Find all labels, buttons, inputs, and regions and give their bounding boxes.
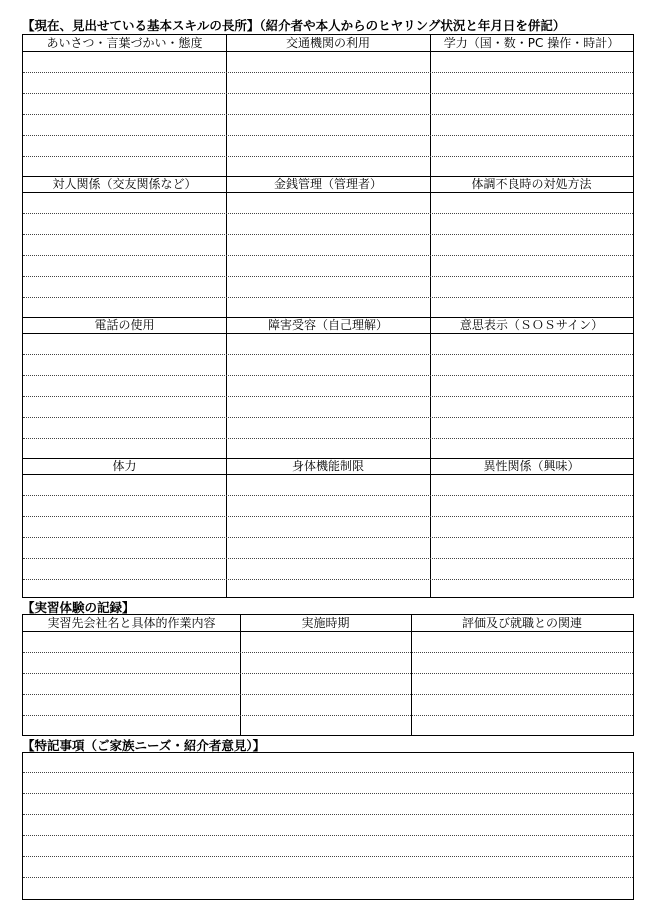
writing-line[interactable] [23,276,633,277]
writing-line[interactable] [23,297,633,298]
label-telephone-use: 電話の使用 [94,318,155,332]
notes-section-heading: 【特記事項（ご家族ニーズ・紹介者意見）】 [22,738,266,753]
writing-line[interactable] [23,234,633,235]
writing-line[interactable] [23,417,633,418]
writing-line[interactable] [23,652,633,653]
label-self-expression: 意思表示（ＳＯＳサイン） [459,318,604,332]
label-underline [23,474,633,475]
label-company-and-work: 実習先会社名と具体的作業内容 [47,616,216,630]
writing-line[interactable] [23,156,633,157]
writing-line[interactable] [23,793,633,794]
label-underline [23,192,633,193]
writing-line[interactable] [23,715,633,716]
writing-line[interactable] [23,93,633,94]
writing-line[interactable] [23,579,633,580]
label-illness-response: 体調不良時の対処方法 [471,177,592,191]
column-divider [240,615,241,735]
internship-section-heading: 【実習体験の記録】 [22,600,135,615]
skills-section-heading: 【現在、見出せている基本スキルの長所】（紹介者や本人からのヒヤリング状況と年月日を併記） [22,18,566,33]
label-period: 実施時期 [301,616,350,630]
label-disability-acceptance: 障害受容（自己理解） [267,318,388,332]
writing-line[interactable] [23,516,633,517]
label-stamina: 体力 [112,459,137,473]
writing-line[interactable] [23,558,633,559]
writing-line[interactable] [23,213,633,214]
label-interpersonal: 対人関係（交友関係など） [52,177,197,191]
label-physical-limitations: 身体機能制限 [291,459,364,473]
internship-table [22,614,634,736]
writing-line[interactable] [23,438,633,439]
label-underline [23,51,633,52]
writing-line[interactable] [23,537,633,538]
writing-line[interactable] [23,694,633,695]
writing-line[interactable] [23,72,633,73]
label-greeting-manners: あいさつ・言葉づかい・態度 [46,36,203,50]
writing-line[interactable] [23,673,633,674]
writing-line[interactable] [23,396,633,397]
column-divider [226,35,227,597]
writing-line[interactable] [23,114,633,115]
label-money-management: 金銭管理（管理者） [273,177,382,191]
skills-grid [22,34,634,598]
writing-line[interactable] [23,495,633,496]
notes-box[interactable] [22,752,634,900]
writing-line[interactable] [23,877,633,878]
label-opposite-sex-relations: 異性関係（興味） [483,459,580,473]
writing-line[interactable] [23,354,633,355]
writing-line[interactable] [23,135,633,136]
label-underline [23,333,633,334]
writing-line[interactable] [23,814,633,815]
writing-line[interactable] [23,856,633,857]
writing-line[interactable] [23,772,633,773]
writing-line[interactable] [23,255,633,256]
label-academic-skills: 学力（国・数・PC 操作・時計） [443,36,620,50]
label-underline [23,631,633,632]
column-divider [411,615,412,735]
label-evaluation: 評価及び就職との関連 [461,616,582,630]
writing-line[interactable] [23,375,633,376]
label-public-transport: 交通機関の利用 [285,36,370,50]
column-divider [430,35,431,597]
writing-line[interactable] [23,835,633,836]
